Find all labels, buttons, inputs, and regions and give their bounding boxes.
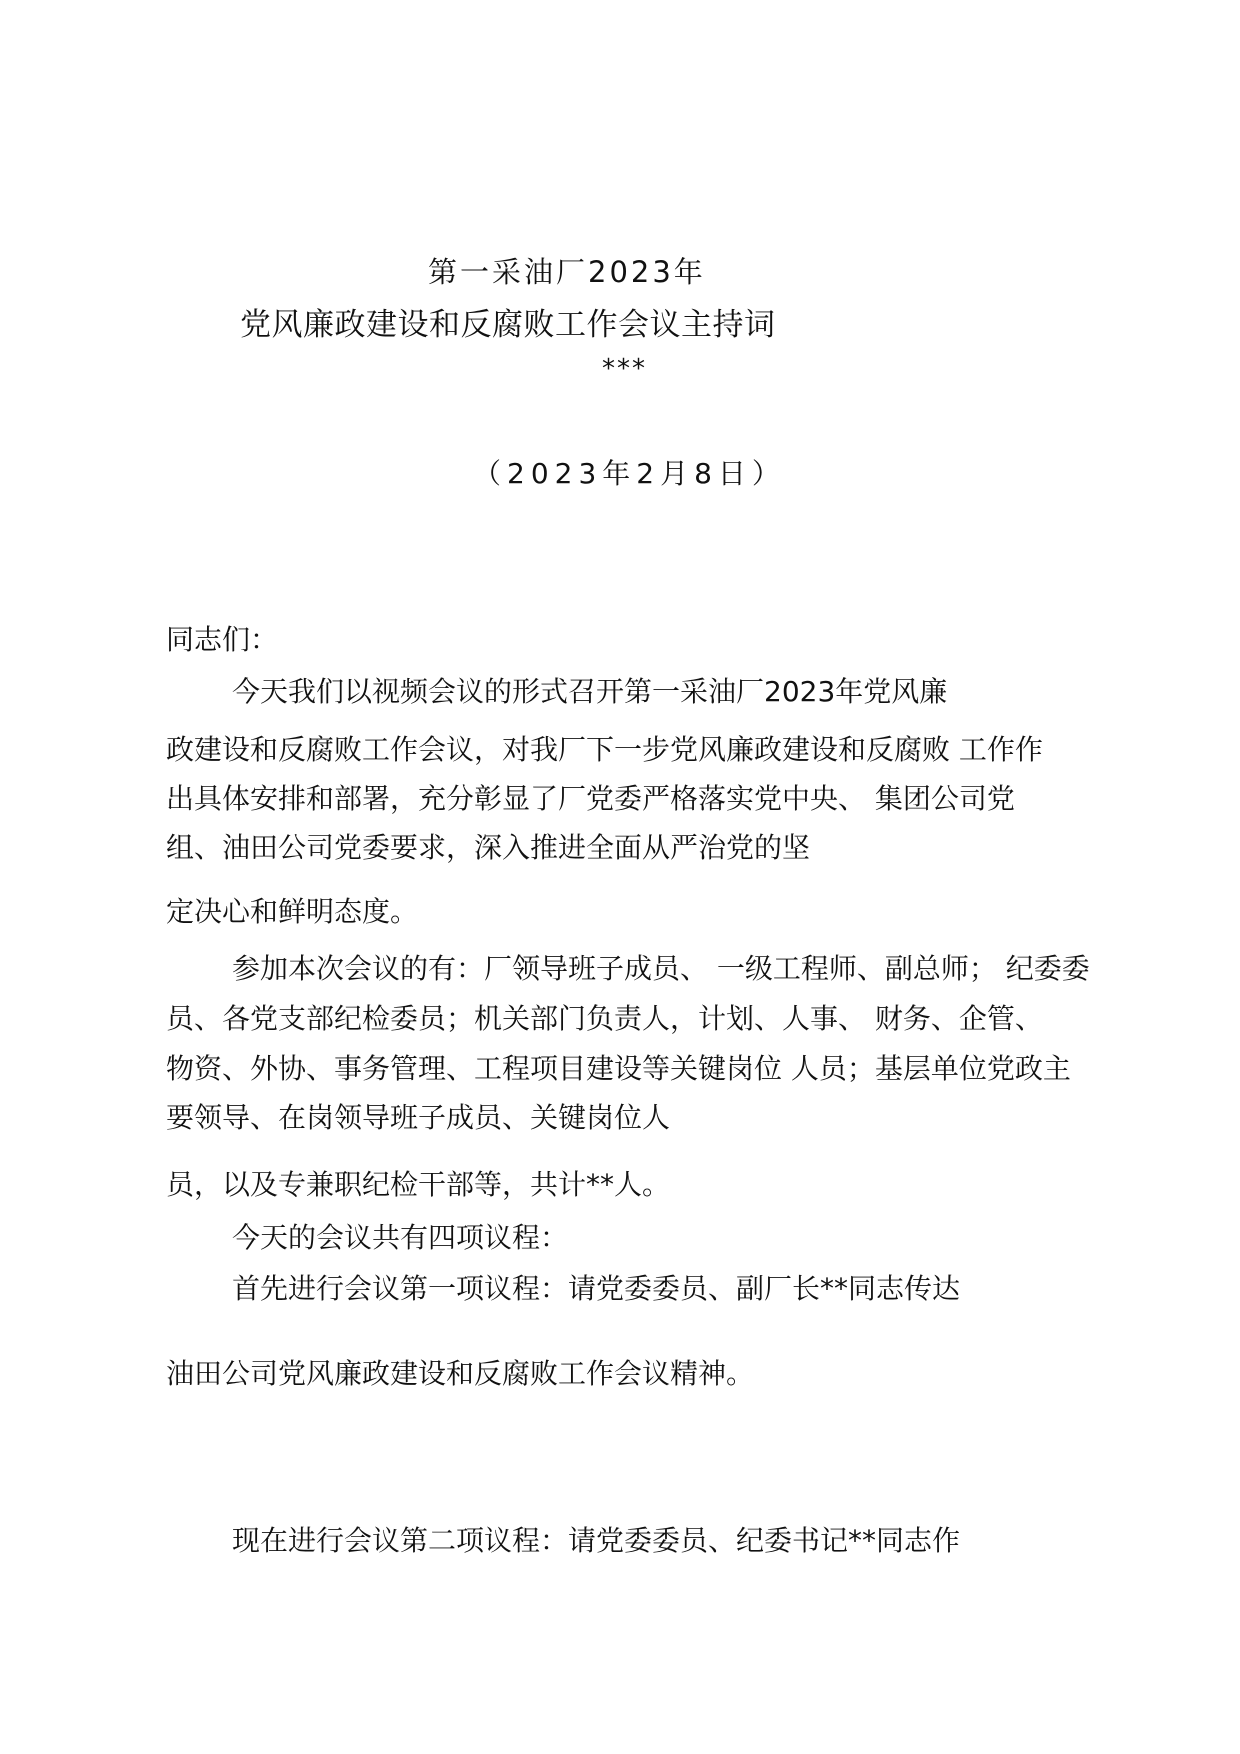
text-line: 员、各党支部纪检委员；机关部门负责人，计划、人事、 财务、企管、 (166, 1002, 1043, 1035)
text-line: 定决心和鲜明态度。 (166, 895, 419, 928)
text-line: 要领导、在岗领导班子成员、关键岗位人 (166, 1101, 671, 1134)
document-title-line1: 第一采油厂2023年 (428, 255, 706, 289)
text-line: 首先进行会议第一项议程：请党委委员、副厂长**同志传达 (232, 1272, 961, 1305)
text-line: 组、油田公司党委要求，深入推进全面从严治党的坚 (166, 831, 811, 864)
text-line: 同志们： (166, 623, 279, 656)
text-line: 现在进行会议第二项议程：请党委委员、纪委书记**同志作 (232, 1524, 961, 1557)
text-line: 参加本次会议的有：厂领导班子成员、 一级工程师、副总师； 纪委委 (232, 952, 1090, 985)
text-line: 员，以及专兼职纪检干部等，共计**人。 (166, 1168, 671, 1201)
text-line: 今天的会议共有四项议程： (232, 1221, 569, 1254)
document-author: *** (602, 354, 647, 384)
text-line: 今天我们以视频会议的形式召开第一采油厂2023年党风廉 (232, 675, 948, 708)
text-line: 出具体安排和部署，充分彰显了厂党委严格落实党中央、 集团公司党 (166, 782, 1015, 815)
text-line: 油田公司党风廉政建设和反腐败工作会议精神。 (166, 1357, 755, 1390)
document-date: （2023年2月8日） (473, 457, 786, 490)
text-line: 物资、外协、事务管理、工程项目建设等关键岗位 人员；基层单位党政主 (166, 1052, 1071, 1085)
document-title-line2: 党风廉政建设和反腐败工作会议主持词 (240, 307, 776, 343)
text-line: 政建设和反腐败工作会议，对我厂下一步党风廉政建设和反腐败 工作作 (166, 733, 1043, 766)
